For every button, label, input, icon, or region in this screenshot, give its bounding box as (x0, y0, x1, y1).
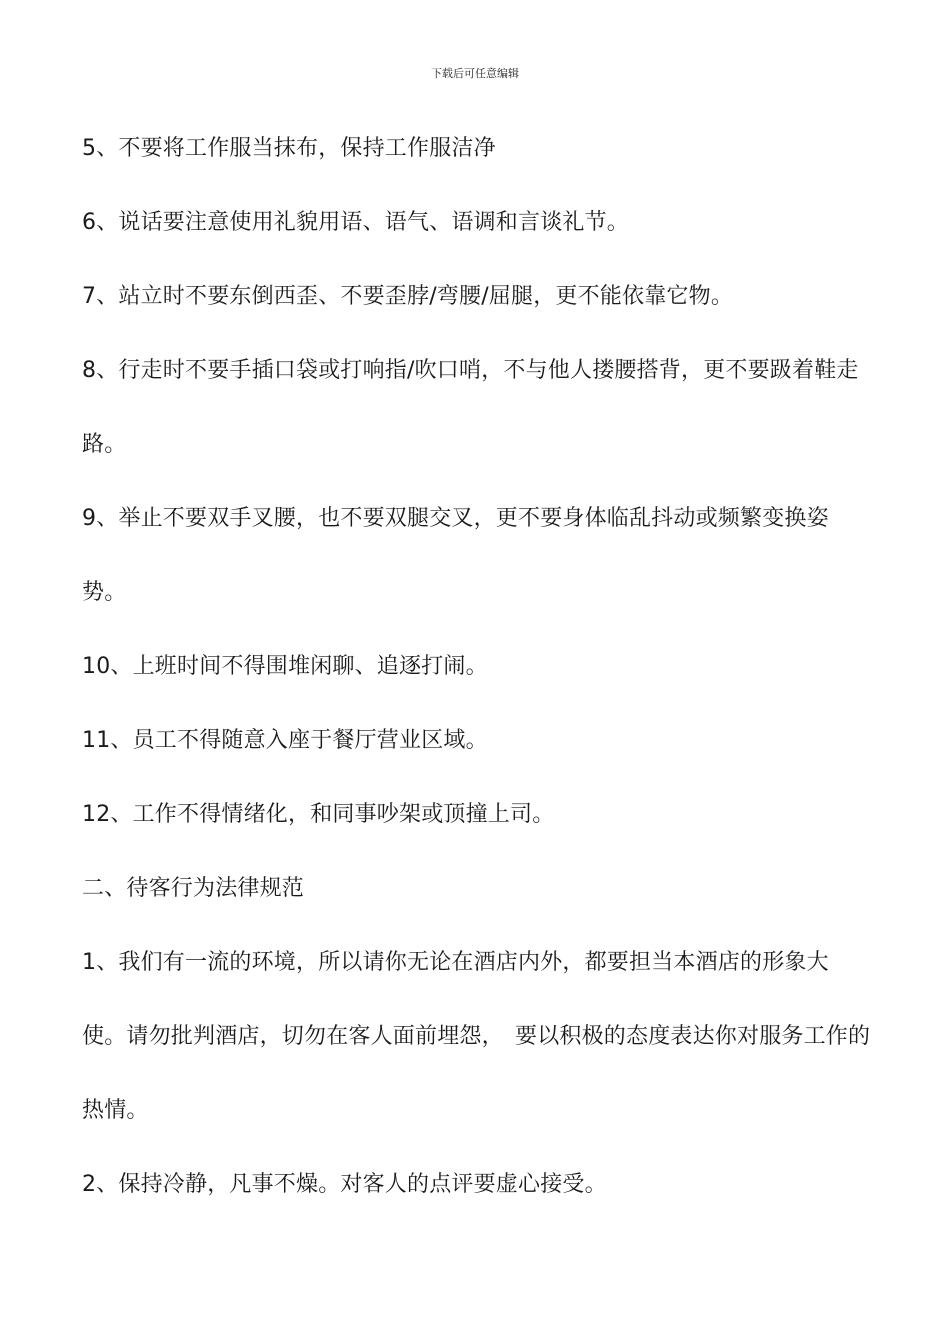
section-heading: 二、待客行为法律规范 (82, 876, 305, 901)
paragraph-item-5: 5、不要将工作服当抹布，保持工作服洁净 (82, 136, 496, 161)
page-header: 下载后可任意编辑 (431, 67, 519, 80)
paragraph-item-9: 9、举止不要双手叉腰，也不要双腿交叉，更不要身体临乱抖动或频繁变换姿势。 (82, 506, 829, 605)
document-body (82, 112, 872, 1222)
paragraph-item-6: 6、说话要注意使用礼貌用语、语气、语调和言谈礼节。 (82, 210, 629, 235)
paragraph-item-2: 2、保持冷静，凡事不燥。对客人的点评要虚心接受。 (82, 1172, 607, 1197)
paragraph-item-7: 7、站立时不要东倒西歪、不要歪脖/弯腰/屈腿，更不能依靠它物。 (82, 284, 734, 309)
paragraph-item-12: 12、工作不得情绪化，和同事吵架或顶撞上司。 (82, 802, 555, 827)
paragraph-item-8: 8、行走时不要手插口袋或打响指/吹口哨，不与他人搂腰搭背，更不要趿着鞋走路。 (82, 358, 859, 457)
paragraph-item-10: 10、上班时间不得围堆闲聊、追逐打闹。 (82, 654, 488, 679)
paragraph-item-1: 1、我们有一流的环境，所以请你无论在酒店内外，都要担当本酒店的形象大使。请勿批判酒店，切勿在客人面前埋怨， 要以积极的态度表达你对服务工作的热情。 (82, 950, 871, 1123)
paragraph-item-11: 11、员工不得随意入座于餐厅营业区域。 (82, 728, 488, 753)
